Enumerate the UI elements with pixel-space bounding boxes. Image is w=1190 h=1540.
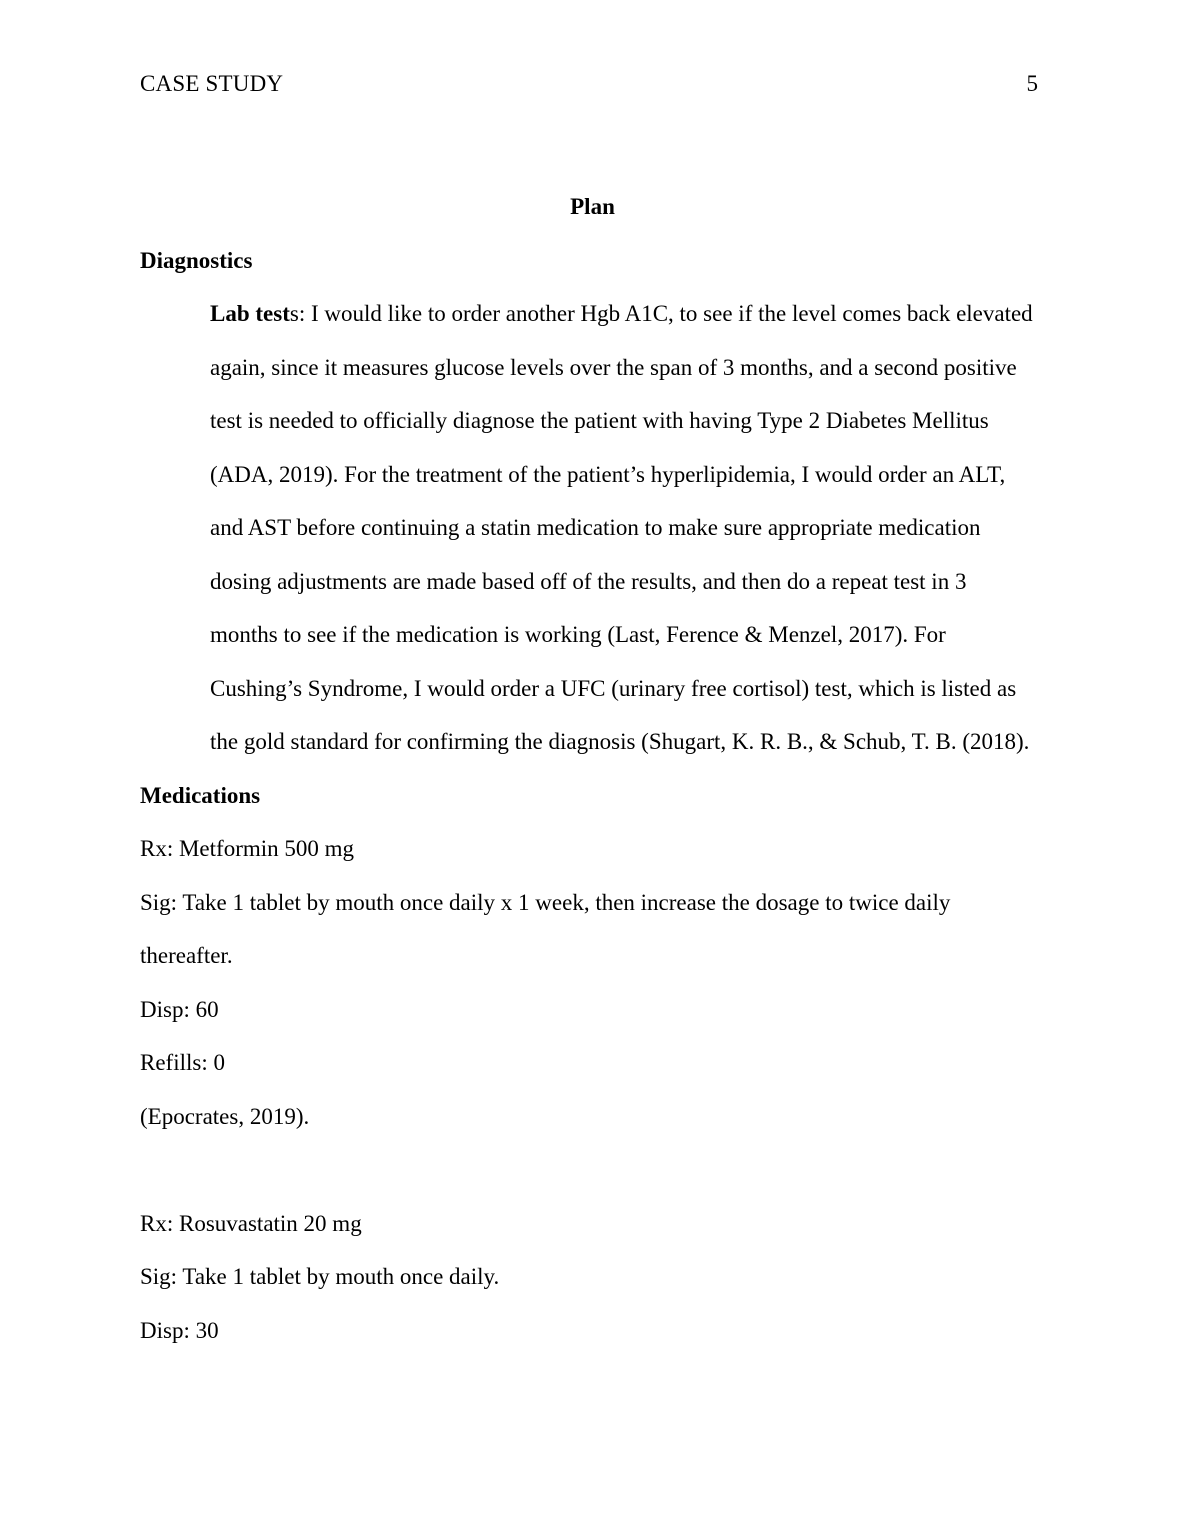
running-head: CASE STUDY	[140, 71, 284, 96]
diagnostics-paragraph-line	[140, 287, 1045, 341]
diagnostics-line-text: : I would like to order another Hgb A1C, to see if the level comes back elevated	[298, 301, 1033, 326]
rosuvastatin-rx: Rx: Rosuvastatin 20 mg	[140, 1210, 362, 1236]
diagnostics-heading: Diagnostics	[140, 247, 253, 273]
metformin-disp: Disp: 60	[140, 996, 219, 1022]
section-title: Plan	[570, 194, 615, 219]
diagnostics-paragraph-line: and AST before continuing a statin medication to make sure appropriate medication	[210, 515, 981, 540]
diagnostics-paragraph-line: the gold standard for confirming the diagnosis (Shugart, K. R. B., & Schub, T. B. (2018).	[210, 729, 1030, 754]
blank-line	[140, 1143, 1045, 1197]
rosuvastatin-disp: Disp: 30	[140, 1317, 219, 1343]
diagnostics-paragraph-line: months to see if the medication is working (Last, Ference & Menzel, 2017). For	[210, 622, 946, 647]
metformin-rx: Rx: Metformin 500 mg	[140, 836, 355, 861]
metformin-refills: Refills: 0	[140, 1050, 225, 1075]
metformin-sig-continued: thereafter.	[140, 943, 233, 968]
rosuvastatin-sig: Sig: Take 1 tablet by mouth once daily.	[140, 1264, 500, 1289]
lab-tests-label: Lab test	[210, 301, 290, 326]
metformin-sig: Sig: Take 1 tablet by mouth once daily x 1 week, then increase the dosage to twice daily	[140, 889, 951, 915]
diagnostics-paragraph-line: again, since it measures glucose levels over the span of 3 months, and a second positive	[210, 354, 1017, 380]
diagnostics-paragraph-line: test is needed to officially diagnose the patient with having Type 2 Diabetes Mellitus	[210, 408, 989, 433]
diagnostics-paragraph-line: Cushing’s Syndrome, I would order a UFC (urinary free cortisol) test, which is listed as	[210, 675, 1017, 701]
document-body	[140, 180, 1045, 1357]
diagnostics-paragraph-line: dosing adjustments are made based off of the results, and then do a repeat test in 3	[210, 568, 967, 594]
metformin-citation: (Epocrates, 2019).	[140, 1103, 310, 1129]
diagnostics-paragraph-line: (ADA, 2019). For the treatment of the patient’s hyperlipidemia, I would order an ALT,	[210, 461, 1006, 487]
page-number: 5	[1026, 71, 1038, 96]
medications-heading: Medications	[140, 782, 261, 808]
lab-tests-label-suffix: s	[289, 301, 299, 326]
